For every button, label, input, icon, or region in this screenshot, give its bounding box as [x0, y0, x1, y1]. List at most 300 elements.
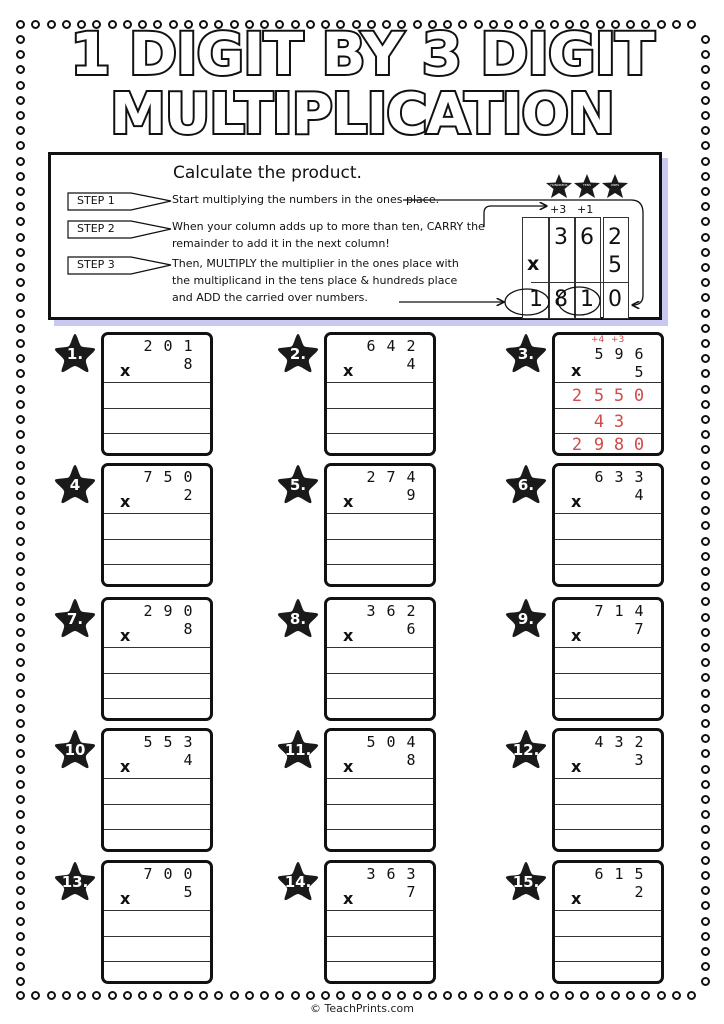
problem-box: [101, 597, 213, 721]
border-dot: [16, 597, 25, 606]
multiplier-digit: 2: [634, 883, 644, 901]
answer-line: [555, 698, 661, 699]
border-dot: [16, 871, 25, 880]
border-dot: [16, 537, 25, 546]
answer-input-row[interactable]: [106, 436, 208, 453]
multiplicand-digit: 6: [634, 345, 644, 363]
multiplicand-digit: 4: [386, 337, 396, 355]
problem-number: 10: [64, 741, 86, 759]
border-dot: [458, 991, 467, 1000]
multiplicand-digit: 2: [366, 468, 376, 486]
instructions-heading: Calculate the product.: [173, 163, 362, 183]
multiplicand-digit: 5: [163, 733, 173, 751]
multiply-operator: x: [120, 626, 131, 645]
border-dot: [701, 643, 710, 652]
border-dot: [701, 947, 710, 956]
multiplicand-digit: 4: [594, 733, 604, 751]
answer-input-row[interactable]: [106, 781, 208, 803]
example-product-digit: 8: [554, 287, 568, 312]
answer-input-row[interactable]: [557, 939, 659, 961]
multiplicand-digit: 4: [406, 468, 416, 486]
multiplicand-digit: 7: [386, 468, 396, 486]
border-dot: [701, 673, 710, 682]
border-dot: [443, 991, 452, 1000]
border-dot: [16, 658, 25, 667]
step-3-label: STEP 3: [77, 258, 115, 271]
border-dot: [16, 765, 25, 774]
example-digit: 6: [580, 225, 594, 250]
border-dot: [16, 309, 25, 318]
border-dot: [16, 324, 25, 333]
border-dot: [701, 658, 710, 667]
answer-input-row[interactable]: [557, 676, 659, 698]
border-dot: [701, 628, 710, 637]
multiply-operator: x: [343, 492, 354, 511]
problem-number-badge: [504, 332, 548, 374]
multiply-operator: x: [120, 889, 131, 908]
answer-input-row[interactable]: [557, 832, 659, 849]
multiplicand-digit: 1: [183, 337, 193, 355]
answer-line: [555, 936, 661, 937]
answer-input-row[interactable]: [557, 567, 659, 584]
answer-line: [555, 539, 661, 540]
answer-line: [104, 936, 210, 937]
border-dot: [701, 309, 710, 318]
answer-input-row[interactable]: [329, 781, 431, 803]
multiplicand-digit: 3: [634, 468, 644, 486]
border-dot: [260, 991, 269, 1000]
border-dot: [108, 991, 117, 1000]
border-dot: [62, 991, 71, 1000]
border-dot: [701, 354, 710, 363]
multiplicand-digit: 4: [634, 602, 644, 620]
border-dot: [16, 202, 25, 211]
multiply-operator: x: [571, 626, 582, 645]
border-dot: [16, 749, 25, 758]
border-dot: [701, 369, 710, 378]
border-dot: [701, 704, 710, 713]
answer-input-row[interactable]: [106, 807, 208, 829]
problem-box: [552, 728, 664, 852]
problem-number-badge: [504, 860, 548, 902]
answer-line: [555, 778, 661, 779]
answer-line: [104, 804, 210, 805]
border-dot: [701, 765, 710, 774]
answer-input-row[interactable]: [329, 650, 431, 672]
border-dot: [16, 263, 25, 272]
border-dot: [16, 187, 25, 196]
multiplicand-digit: 5: [163, 468, 173, 486]
border-dot: [16, 445, 25, 454]
answer-input-row[interactable]: [329, 832, 431, 849]
border-dot: [701, 825, 710, 834]
example-product-digit: 1: [580, 287, 594, 312]
answer-line: [327, 564, 433, 565]
answer-input-row[interactable]: [557, 701, 659, 718]
border-dot: [77, 991, 86, 1000]
border-dot: [16, 673, 25, 682]
multiplicand-digit: 5: [366, 733, 376, 751]
answer-input-row[interactable]: [557, 650, 659, 672]
border-dot: [701, 552, 710, 561]
multiplicand-digit: 3: [183, 733, 193, 751]
border-dot: [701, 521, 710, 530]
example-digit: 3: [554, 225, 568, 250]
border-dot: [123, 991, 132, 1000]
answer-input-row[interactable]: [557, 516, 659, 538]
multiplicand-digit: 4: [406, 733, 416, 751]
border-dot: [519, 991, 528, 1000]
multiply-operator: x: [120, 361, 131, 380]
answer-line: [555, 513, 661, 514]
problem-box: [101, 332, 213, 456]
border-dot: [16, 947, 25, 956]
answer-line: [104, 829, 210, 830]
star-ones-label: ONES: [610, 183, 620, 187]
border-dot: [701, 780, 710, 789]
answer-line: [104, 539, 210, 540]
multiplicand-digit: 0: [183, 602, 193, 620]
multiplier-digit: 7: [634, 620, 644, 638]
border-dot: [138, 991, 147, 1000]
border-dot: [428, 991, 437, 1000]
border-dot: [367, 991, 376, 1000]
copyright-footer: © TeachPrints.com: [310, 1002, 414, 1015]
border-dot: [580, 991, 589, 1000]
border-dot: [701, 841, 710, 850]
answer-input-row[interactable]: [329, 436, 431, 453]
answer-input-row[interactable]: [106, 832, 208, 849]
border-dot: [16, 385, 25, 394]
example-arrows-icon: [51, 155, 659, 317]
border-dot: [701, 233, 710, 242]
multiplicand-digit: 6: [386, 865, 396, 883]
border-dot: [16, 567, 25, 576]
worked-result-digit: 0: [633, 435, 645, 455]
multiplicand-digit: 2: [143, 602, 153, 620]
border-dot: [701, 157, 710, 166]
problem-box: [324, 463, 436, 587]
multiplier-digit: 2: [183, 486, 193, 504]
multiplicand-digit: 5: [634, 865, 644, 883]
border-dot: [701, 719, 710, 728]
multiply-operator: x: [571, 492, 582, 511]
multiply-operator: x: [120, 757, 131, 776]
answer-line: [104, 673, 210, 674]
border-dot: [701, 871, 710, 880]
border-dot: [701, 187, 710, 196]
border-dot: [596, 991, 605, 1000]
problem-number-badge: [504, 728, 548, 770]
border-dot: [701, 901, 710, 910]
multiply-operator: x: [343, 361, 354, 380]
answer-line: [555, 382, 661, 383]
border-dot: [31, 991, 40, 1000]
problem-number: 8.: [289, 610, 307, 628]
multiplier-digit: 3: [634, 751, 644, 769]
multiplier-digit: 4: [634, 486, 644, 504]
border-dot: [701, 810, 710, 819]
multiplier-digit: 4: [183, 751, 193, 769]
answer-input-row[interactable]: [106, 542, 208, 564]
answer-input-row[interactable]: [106, 650, 208, 672]
answer-line: [555, 961, 661, 962]
answer-input-row[interactable]: [329, 939, 431, 961]
answer-input-row[interactable]: [329, 676, 431, 698]
answer-input-row[interactable]: [329, 411, 431, 433]
answer-line: [104, 433, 210, 434]
multiplicand-digit: 0: [183, 468, 193, 486]
answer-line: [327, 698, 433, 699]
multiplicand-digit: 6: [594, 468, 604, 486]
answer-input-row[interactable]: [557, 807, 659, 829]
example-carry-hundreds: +3: [550, 203, 567, 216]
answer-input-row[interactable]: [329, 964, 431, 981]
border-dot: [701, 537, 710, 546]
answer-input-row[interactable]: [106, 516, 208, 538]
border-dot: [701, 415, 710, 424]
border-dot: [16, 795, 25, 804]
answer-line: [104, 382, 210, 383]
problem-number-badge: [53, 597, 97, 639]
multiplicand-digit: 3: [366, 865, 376, 883]
border-dot: [16, 233, 25, 242]
answer-input-row[interactable]: [106, 701, 208, 718]
answer-line: [555, 433, 661, 434]
answer-line: [327, 513, 433, 514]
border-dot: [16, 719, 25, 728]
multiplier-digit: 9: [406, 486, 416, 504]
answer-input-row[interactable]: [329, 913, 431, 935]
border-dot: [291, 991, 300, 1000]
multiplier-digit: 8: [183, 355, 193, 373]
answer-input-row[interactable]: [106, 964, 208, 981]
problem-number-badge: [276, 332, 320, 374]
border-dot: [16, 643, 25, 652]
worked-digit: 0: [633, 386, 645, 406]
border-dot: [657, 991, 666, 1000]
border-dot: [565, 991, 574, 1000]
multiply-operator: x: [571, 757, 582, 776]
answer-input-row[interactable]: [106, 411, 208, 433]
border-dot: [701, 339, 710, 348]
border-dot: [16, 430, 25, 439]
problem-number: 12.: [512, 741, 540, 759]
answer-line: [327, 382, 433, 383]
border-dot: [275, 991, 284, 1000]
border-dot: [16, 613, 25, 622]
multiplicand-digit: 2: [143, 337, 153, 355]
border-dot: [701, 977, 710, 986]
problem-number-badge: [504, 597, 548, 639]
star-tens-label: TENS: [583, 183, 591, 187]
border-dot: [245, 991, 254, 1000]
problem-number-badge: [276, 597, 320, 639]
answer-input-row[interactable]: [329, 516, 431, 538]
problem-number: 13.: [61, 873, 89, 891]
border-dot: [701, 886, 710, 895]
border-dot: [16, 825, 25, 834]
border-dot: [336, 991, 345, 1000]
step-3-line-3: and ADD the carried over numbers.: [172, 291, 368, 304]
answer-line: [327, 778, 433, 779]
border-dot: [701, 932, 710, 941]
worksheet-title-line1: 1 DIGIT BY 3 DIGIT: [70, 20, 654, 88]
problem-box: [552, 597, 664, 721]
border-dot: [16, 354, 25, 363]
problem-number-badge: [53, 860, 97, 902]
border-dot: [306, 991, 315, 1000]
border-dot: [16, 248, 25, 257]
border-dot: [382, 991, 391, 1000]
example-carry-tens: +1: [577, 203, 594, 216]
border-dot: [16, 780, 25, 789]
problem-box: [101, 463, 213, 587]
step-1-label: STEP 1: [77, 194, 115, 207]
answer-input-row[interactable]: [106, 385, 208, 407]
multiplier-digit: 7: [406, 883, 416, 901]
answer-input-row[interactable]: [557, 964, 659, 981]
problem-number-badge: [53, 332, 97, 374]
problem-number-badge: [504, 463, 548, 505]
border-dot: [701, 582, 710, 591]
answer-input-row[interactable]: [106, 567, 208, 584]
border-dot: [16, 932, 25, 941]
border-dot: [16, 339, 25, 348]
answer-line: [555, 829, 661, 830]
answer-input-row[interactable]: [557, 913, 659, 935]
border-dot: [16, 689, 25, 698]
answer-input-row[interactable]: [329, 385, 431, 407]
answer-input-row[interactable]: [329, 567, 431, 584]
answer-input-row[interactable]: [106, 939, 208, 961]
border-dot: [701, 430, 710, 439]
answer-line: [104, 564, 210, 565]
problem-box: [552, 860, 664, 984]
step-2-line-1: When your column adds up to more than ten, CARRY the: [172, 220, 485, 233]
carry-mark: +4: [591, 335, 605, 345]
border-dot: [701, 613, 710, 622]
step-1-line-1: Start multiplying the numbers in the ones place.: [172, 193, 440, 206]
problem-box: [324, 728, 436, 852]
border-dot: [672, 991, 681, 1000]
border-dot: [701, 445, 710, 454]
multiplicand-digit: 3: [614, 468, 624, 486]
answer-line: [555, 647, 661, 648]
problem-number: 7.: [66, 610, 84, 628]
multiply-operator: x: [343, 626, 354, 645]
border-dot: [701, 689, 710, 698]
border-dot: [701, 202, 710, 211]
problem-number: 6.: [517, 476, 535, 494]
border-dot: [16, 886, 25, 895]
border-dot: [611, 991, 620, 1000]
answer-input-row[interactable]: [106, 676, 208, 698]
answer-line: [555, 408, 661, 409]
problem-number-badge: [276, 728, 320, 770]
border-dot: [16, 278, 25, 287]
border-dot: [16, 582, 25, 591]
multiplicand-digit: 0: [163, 337, 173, 355]
border-dot: [16, 506, 25, 515]
multiplicand-digit: 5: [594, 345, 604, 363]
border-dot: [701, 856, 710, 865]
problem-number-badge: [276, 463, 320, 505]
worked-digit: 5: [613, 386, 625, 406]
multiplicand-digit: 9: [614, 345, 624, 363]
answer-line: [104, 408, 210, 409]
answer-line: [104, 910, 210, 911]
border-dot: [16, 704, 25, 713]
step-3-line-1: Then, MULTIPLY the multiplier in the ones place with: [172, 257, 459, 270]
border-dot: [489, 991, 498, 1000]
multiplicand-digit: 6: [594, 865, 604, 883]
multiplicand-digit: 0: [386, 733, 396, 751]
border-dot: [701, 597, 710, 606]
border-dot: [16, 521, 25, 530]
border-dot: [701, 749, 710, 758]
answer-line: [104, 647, 210, 648]
multiply-operator: x: [571, 889, 582, 908]
border-dot: [92, 991, 101, 1000]
answer-input-row[interactable]: [557, 542, 659, 564]
answer-line: [327, 539, 433, 540]
worked-digit: 5: [593, 386, 605, 406]
answer-line: [327, 408, 433, 409]
answer-input-row[interactable]: [557, 781, 659, 803]
answer-line: [327, 829, 433, 830]
problem-number: 2.: [289, 345, 307, 363]
answer-line: [555, 673, 661, 674]
answer-input-row[interactable]: [329, 807, 431, 829]
border-dot: [701, 293, 710, 302]
border-dot: [321, 991, 330, 1000]
problem-box: [101, 728, 213, 852]
answer-line: [327, 936, 433, 937]
multiplicand-digit: 7: [594, 602, 604, 620]
border-dot: [474, 991, 483, 1000]
star-hundreds-label: HUNDREDS: [550, 183, 568, 187]
problem-box: [552, 332, 664, 456]
problem-box: [101, 860, 213, 984]
border-dot: [16, 977, 25, 986]
border-dot: [47, 991, 56, 1000]
border-dot: [504, 991, 513, 1000]
answer-input-row[interactable]: [106, 913, 208, 935]
border-dot: [16, 917, 25, 926]
answer-line: [104, 513, 210, 514]
border-dot: [153, 991, 162, 1000]
border-dot: [16, 172, 25, 181]
multiplier-digit: 4: [406, 355, 416, 373]
border-dot: [16, 901, 25, 910]
border-dot: [701, 217, 710, 226]
answer-line: [327, 433, 433, 434]
border-dot: [701, 400, 710, 409]
problem-number: 5.: [289, 476, 307, 494]
border-dot: [16, 293, 25, 302]
border-dot: [626, 991, 635, 1000]
multiplier-digit: 8: [406, 751, 416, 769]
answer-input-row[interactable]: [329, 701, 431, 718]
worked-result-digit: 8: [613, 435, 625, 455]
problem-box: [552, 463, 664, 587]
answer-line: [104, 698, 210, 699]
border-dot: [701, 278, 710, 287]
example-multiplier: 5: [608, 253, 622, 278]
answer-input-row[interactable]: [329, 542, 431, 564]
answer-line: [327, 673, 433, 674]
